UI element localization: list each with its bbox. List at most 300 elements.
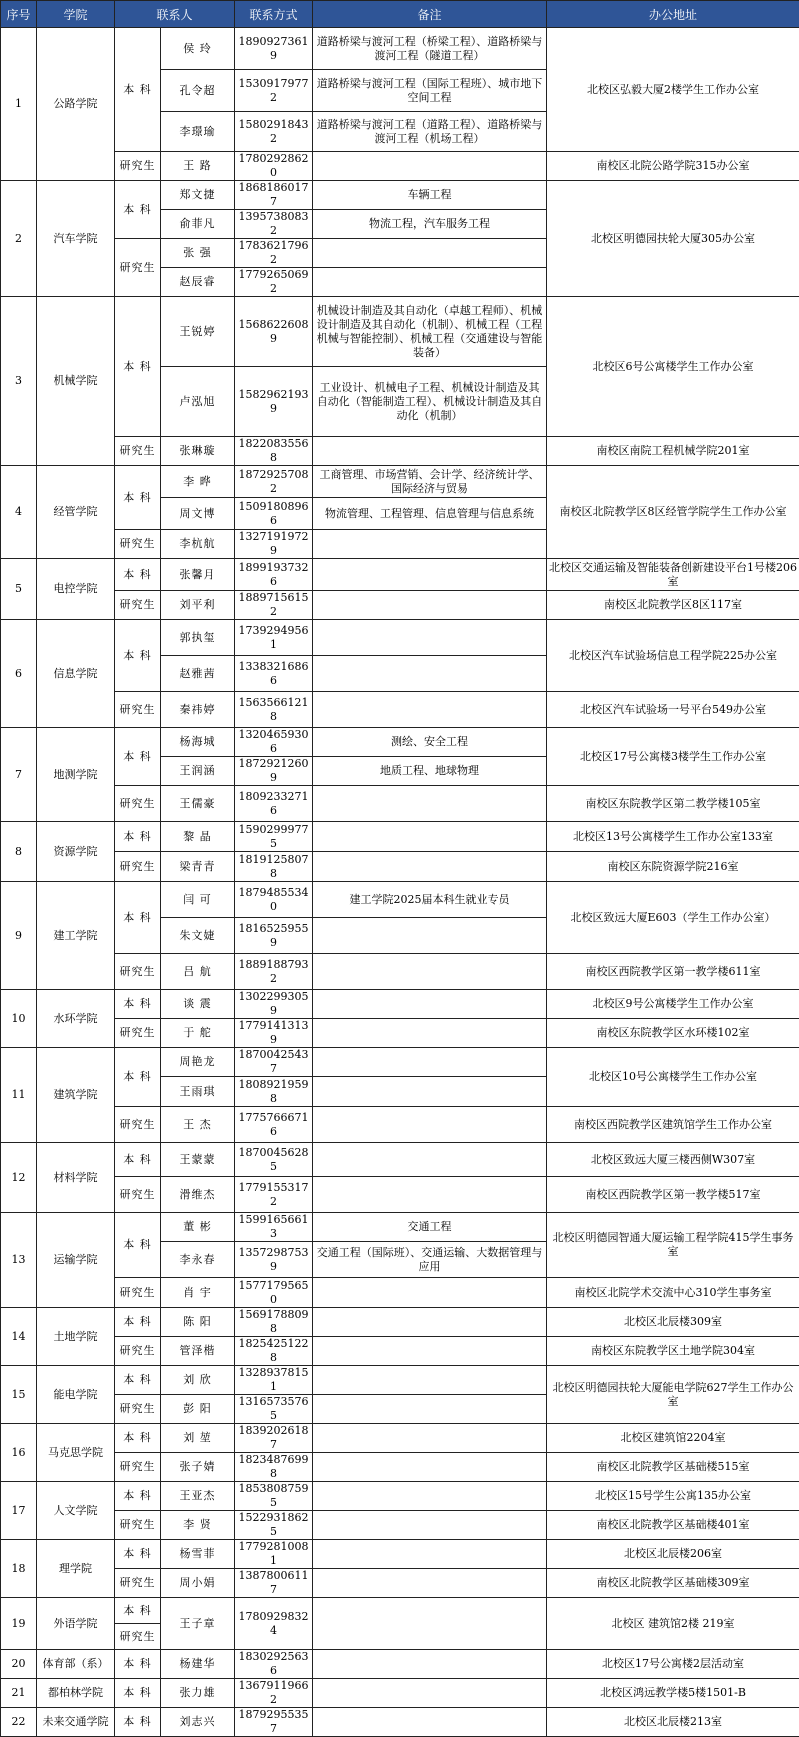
- row-index: 10: [1, 990, 37, 1048]
- table-row: [1, 1511, 799, 1540]
- contact-name: 郭执玺: [161, 620, 235, 656]
- contact-phone: 15309179772: [235, 70, 313, 112]
- office-address: 北校区北辰楼206室: [547, 1540, 799, 1569]
- college-name: 土地学院: [37, 1308, 115, 1366]
- student-type: 研究生: [115, 239, 161, 297]
- note: [313, 152, 547, 181]
- office-address: 南校区西院教学区第一教学楼517室: [547, 1177, 799, 1213]
- college-name: 信息学院: [37, 620, 115, 728]
- student-type: 研究生: [115, 954, 161, 990]
- table-row: [1, 28, 799, 70]
- note: [313, 530, 547, 559]
- contact-name: 陈 阳: [161, 1308, 235, 1337]
- office-address: 北校区9号公寓楼学生工作办公室: [547, 990, 799, 1019]
- contact-name: 刘志兴: [161, 1708, 235, 1737]
- note: [313, 822, 547, 852]
- table-header-row: [1, 1, 799, 28]
- note: [313, 437, 547, 466]
- table-row: [1, 1107, 799, 1143]
- contact-name: 董 彬: [161, 1213, 235, 1242]
- table-row: [1, 591, 799, 620]
- office-address: 北校区15号学生公寓135办公室: [547, 1482, 799, 1511]
- table-row: [1, 1177, 799, 1213]
- contact-phone: 15691788098: [235, 1308, 313, 1337]
- row-index: 1: [1, 28, 37, 181]
- college-name: 建工学院: [37, 882, 115, 990]
- table-row: [1, 1453, 799, 1482]
- student-type: 本 科: [115, 1708, 161, 1737]
- header-address: 办公地址: [547, 1, 799, 28]
- note: [313, 852, 547, 882]
- contact-name: 俞菲凡: [161, 210, 235, 239]
- row-index: 17: [1, 1482, 37, 1540]
- contact-phone: 18991937326: [235, 559, 313, 591]
- contact-name: 张子婧: [161, 1453, 235, 1482]
- contact-phone: 18700456285: [235, 1143, 313, 1177]
- contact-phone: 13165735765: [235, 1395, 313, 1424]
- table-row: [1, 882, 799, 918]
- student-type: 本 科: [115, 1308, 161, 1337]
- student-type: 本 科: [115, 882, 161, 954]
- college-name: 建筑学院: [37, 1048, 115, 1143]
- contact-name: 谈 震: [161, 990, 235, 1019]
- student-type: 研究生: [115, 152, 161, 181]
- office-address: 南校区北院教学区8区117室: [547, 591, 799, 620]
- note: [313, 1395, 547, 1424]
- note: 测绘、安全工程: [313, 728, 547, 757]
- office-address: 南校区北院公路学院315办公室: [547, 152, 799, 181]
- row-index: 16: [1, 1424, 37, 1482]
- student-type: 研究生: [115, 1511, 161, 1540]
- header-college: 学院: [37, 1, 115, 28]
- office-address: 北校区建筑馆2204室: [547, 1424, 799, 1453]
- office-address: 北校区17号公寓楼2层活动室: [547, 1650, 799, 1679]
- table-row: [1, 297, 799, 367]
- note: [313, 1453, 547, 1482]
- row-index: 11: [1, 1048, 37, 1143]
- office-address: 南校区北院教学区基础楼515室: [547, 1453, 799, 1482]
- row-index: 7: [1, 728, 37, 822]
- contact-name: 杨雪菲: [161, 1540, 235, 1569]
- contact-name: 朱文婕: [161, 918, 235, 954]
- student-type: 研究生: [115, 1177, 161, 1213]
- contact-phone: 13289378151: [235, 1366, 313, 1395]
- contact-phone: 18681860177: [235, 181, 313, 210]
- office-address: 北校区17号公寓楼3楼学生工作办公室: [547, 728, 799, 786]
- table-row: [1, 152, 799, 181]
- office-address: 北校区致远大厦E603（学生工作办公室）: [547, 882, 799, 954]
- office-address: 北校区明德园扶轮大厦305办公室: [547, 181, 799, 297]
- note: [313, 1598, 547, 1650]
- student-type: 研究生: [115, 437, 161, 466]
- contact-name: 王子章: [161, 1598, 235, 1650]
- student-type: 研究生: [115, 852, 161, 882]
- contact-phone: 17791413139: [235, 1019, 313, 1048]
- table-row: [1, 1278, 799, 1308]
- contact-name: 滑维杰: [161, 1177, 235, 1213]
- row-index: 5: [1, 559, 37, 620]
- student-type: 研究生: [115, 1395, 161, 1424]
- row-index: 20: [1, 1650, 37, 1679]
- note: [313, 786, 547, 822]
- student-type: 本 科: [115, 1366, 161, 1395]
- student-type: 研究生: [115, 1278, 161, 1308]
- note: [313, 656, 547, 692]
- note: [313, 692, 547, 728]
- student-type: 本 科: [115, 1679, 161, 1708]
- note: 道路桥梁与渡河工程（桥梁工程）、道路桥梁与渡河工程（隧道工程）: [313, 28, 547, 70]
- student-type: 研究生: [115, 530, 161, 559]
- contact-phone: 18891887932: [235, 954, 313, 990]
- table-row: [1, 1337, 799, 1366]
- row-index: 3: [1, 297, 37, 466]
- college-name: 经管学院: [37, 466, 115, 559]
- table-row: [1, 620, 799, 656]
- table-row: [1, 1482, 799, 1511]
- contact-phone: 13572987539: [235, 1242, 313, 1278]
- table-row: [1, 437, 799, 466]
- table-body: [1, 28, 799, 1737]
- row-index: 21: [1, 1679, 37, 1708]
- contact-phone: 18897156152: [235, 591, 313, 620]
- office-address: 北校区6号公寓楼学生工作办公室: [547, 297, 799, 437]
- college-name: 未来交通学院: [37, 1708, 115, 1737]
- office-address: 南校区东院教学区土地学院304室: [547, 1337, 799, 1366]
- row-index: 6: [1, 620, 37, 728]
- college-name: 材料学院: [37, 1143, 115, 1213]
- contact-phone: 18302925636: [235, 1650, 313, 1679]
- contact-name: 李璟瑜: [161, 112, 235, 152]
- note: 车辆工程: [313, 181, 547, 210]
- header-note: 备注: [313, 1, 547, 28]
- header-contact: 联系人: [115, 1, 235, 28]
- contact-name: 周文博: [161, 498, 235, 530]
- table-row: [1, 1540, 799, 1569]
- contact-name: 吕 航: [161, 954, 235, 990]
- contact-phone: 18792955357: [235, 1708, 313, 1737]
- contact-name: 赵辰睿: [161, 268, 235, 297]
- office-address: 北校区交通运输及智能装备创新建设平台1号楼206室: [547, 559, 799, 591]
- contact-phone: 18794855340: [235, 882, 313, 918]
- contact-phone: 15902999775: [235, 822, 313, 852]
- table-row: [1, 1708, 799, 1737]
- contact-name: 杨海城: [161, 728, 235, 757]
- contact-name: 肖 宇: [161, 1278, 235, 1308]
- student-type: 本 科: [115, 822, 161, 852]
- table-row: [1, 822, 799, 852]
- college-name: 运输学院: [37, 1213, 115, 1308]
- note: [313, 1424, 547, 1453]
- note: [313, 918, 547, 954]
- contact-phone: 18909273619: [235, 28, 313, 70]
- contact-name: 卢泓旭: [161, 367, 235, 437]
- table-row: [1, 1143, 799, 1177]
- contact-name: 黎 晶: [161, 822, 235, 852]
- row-index: 12: [1, 1143, 37, 1213]
- table-row: [1, 466, 799, 498]
- table-row: [1, 1048, 799, 1077]
- contact-phone: 13383216866: [235, 656, 313, 692]
- student-type: 本 科: [115, 1598, 161, 1624]
- note: 工业设计、机械电子工程、机械设计制造及其自动化（智能制造工程）、机械设计制造及其自动化（机制）: [313, 367, 547, 437]
- student-type: 本 科: [115, 990, 161, 1019]
- note: [313, 1679, 547, 1708]
- college-name: 水环学院: [37, 990, 115, 1048]
- contact-phone: 13679119662: [235, 1679, 313, 1708]
- contact-phone: 18700425437: [235, 1048, 313, 1077]
- contact-name: 张 强: [161, 239, 235, 268]
- contact-name: 秦祎婷: [161, 692, 235, 728]
- college-name: 马克思学院: [37, 1424, 115, 1482]
- table-row: [1, 692, 799, 728]
- contact-name: 李永春: [161, 1242, 235, 1278]
- note: 地质工程、地球物理: [313, 757, 547, 786]
- contact-phone: 18165259559: [235, 918, 313, 954]
- row-index: 4: [1, 466, 37, 559]
- contact-phone: 13957380832: [235, 210, 313, 239]
- note: [313, 1278, 547, 1308]
- contact-phone: 15771795650: [235, 1278, 313, 1308]
- note: [313, 990, 547, 1019]
- note: [313, 1048, 547, 1077]
- contact-name: 彭 阳: [161, 1395, 235, 1424]
- header-phone: 联系方式: [235, 1, 313, 28]
- contact-name: 周小娟: [161, 1569, 235, 1598]
- student-type: 研究生: [115, 786, 161, 822]
- student-type: 本 科: [115, 1482, 161, 1511]
- contact-name: 张琳璇: [161, 437, 235, 466]
- contact-name: 王蒙蒙: [161, 1143, 235, 1177]
- contact-name: 刘 堃: [161, 1424, 235, 1453]
- student-type: 本 科: [115, 1650, 161, 1679]
- contact-phone: 15802918432: [235, 112, 313, 152]
- note: [313, 1019, 547, 1048]
- office-address: 北校区致远大厦三楼西侧W307室: [547, 1143, 799, 1177]
- student-type: 研究生: [115, 692, 161, 728]
- note: [313, 559, 547, 591]
- student-type: 本 科: [115, 559, 161, 591]
- note: [313, 591, 547, 620]
- office-address: 北校区鸿远教学楼5楼1501-B: [547, 1679, 799, 1708]
- table-row: [1, 990, 799, 1019]
- office-address: 北校区汽车试验场信息工程学院225办公室: [547, 620, 799, 692]
- student-type: 研究生: [115, 1453, 161, 1482]
- office-address: 南校区南院工程机械学院201室: [547, 437, 799, 466]
- office-address: 北校区10号公寓楼学生工作办公室: [547, 1048, 799, 1107]
- office-address: 北校区 建筑馆2楼 219室: [547, 1598, 799, 1650]
- contact-name: 李 晔: [161, 466, 235, 498]
- contact-phone: 18729212609: [235, 757, 313, 786]
- note: [313, 1177, 547, 1213]
- note: 交通工程（国际班）、交通运输、大数据管理与应用: [313, 1242, 547, 1278]
- student-type: 研究生: [115, 1624, 161, 1650]
- student-type: 本 科: [115, 466, 161, 530]
- student-type: 本 科: [115, 1424, 161, 1453]
- office-address: 南校区西院教学区建筑馆学生工作办公室: [547, 1107, 799, 1143]
- office-address: 南校区北院学术交流中心310学生事务室: [547, 1278, 799, 1308]
- college-name: 汽车学院: [37, 181, 115, 297]
- note: [313, 1077, 547, 1107]
- contact-phone: 17809298324: [235, 1598, 313, 1650]
- contact-name: 孔令超: [161, 70, 235, 112]
- contact-name: 王润涵: [161, 757, 235, 786]
- note: [313, 1143, 547, 1177]
- header-index: 序号: [1, 1, 37, 28]
- contact-phone: 18191258078: [235, 852, 313, 882]
- note: 交通工程: [313, 1213, 547, 1242]
- note: 建工学院2025届本科生就业专员: [313, 882, 547, 918]
- note: 物流管理、工程管理、信息管理与信息系统: [313, 498, 547, 530]
- contact-phone: 17792810081: [235, 1540, 313, 1569]
- contact-name: 闫 可: [161, 882, 235, 918]
- contact-name: 周艳龙: [161, 1048, 235, 1077]
- contact-phone: 18254251228: [235, 1337, 313, 1366]
- office-address: 南校区东院教学区第二教学楼105室: [547, 786, 799, 822]
- row-index: 19: [1, 1598, 37, 1650]
- college-name: 能电学院: [37, 1366, 115, 1424]
- college-name: 资源学院: [37, 822, 115, 882]
- contact-phone: 17392949561: [235, 620, 313, 656]
- college-name: 外语学院: [37, 1598, 115, 1650]
- contact-name: 李 贤: [161, 1511, 235, 1540]
- contact-phone: 13878006117: [235, 1569, 313, 1598]
- contact-phone: 15229318625: [235, 1511, 313, 1540]
- student-type: 本 科: [115, 297, 161, 437]
- office-address: 南校区东院资源学院216室: [547, 852, 799, 882]
- row-index: 8: [1, 822, 37, 882]
- contact-name: 郑文捷: [161, 181, 235, 210]
- college-name: 地测学院: [37, 728, 115, 822]
- contact-phone: 15991656613: [235, 1213, 313, 1242]
- table-row: [1, 1598, 799, 1624]
- contact-phone: 15635661218: [235, 692, 313, 728]
- table-row: [1, 728, 799, 757]
- contact-phone: 18220835568: [235, 437, 313, 466]
- office-address: 北校区明德园智通大厦运输工程学院415学生事务室: [547, 1213, 799, 1278]
- row-index: 14: [1, 1308, 37, 1366]
- table-row: [1, 1308, 799, 1337]
- contact-name: 杨建华: [161, 1650, 235, 1679]
- note: 道路桥梁与渡河工程（国际工程班）、城市地下空间工程: [313, 70, 547, 112]
- student-type: 本 科: [115, 620, 161, 692]
- note: [313, 1708, 547, 1737]
- table-row: [1, 181, 799, 210]
- college-name: 理学院: [37, 1540, 115, 1598]
- contact-phone: 17757666716: [235, 1107, 313, 1143]
- contact-phone: 18089219598: [235, 1077, 313, 1107]
- contact-phone: 13204659306: [235, 728, 313, 757]
- college-name: 人文学院: [37, 1482, 115, 1540]
- contact-name: 王亚杰: [161, 1482, 235, 1511]
- contact-phone: 13022993059: [235, 990, 313, 1019]
- table-row: [1, 1650, 799, 1679]
- student-type: 本 科: [115, 28, 161, 152]
- table-row: [1, 559, 799, 591]
- contact-phone: 15686226089: [235, 297, 313, 367]
- student-type: 研究生: [115, 1107, 161, 1143]
- contact-name: 王儒豪: [161, 786, 235, 822]
- college-name: 机械学院: [37, 297, 115, 466]
- note: [313, 1107, 547, 1143]
- contact-name: 王 杰: [161, 1107, 235, 1143]
- contact-name: 管泽楷: [161, 1337, 235, 1366]
- note: [313, 1308, 547, 1337]
- contact-phone: 17836217962: [235, 239, 313, 268]
- contact-phone: 18538087595: [235, 1482, 313, 1511]
- student-type: 本 科: [115, 728, 161, 786]
- office-address: 南校区北院教学区基础楼401室: [547, 1511, 799, 1540]
- contact-name: 刘 欣: [161, 1366, 235, 1395]
- office-address: 南校区西院教学区第一教学楼611室: [547, 954, 799, 990]
- contact-name: 王 路: [161, 152, 235, 181]
- row-index: 18: [1, 1540, 37, 1598]
- student-type: 研究生: [115, 1019, 161, 1048]
- table-row: [1, 1213, 799, 1242]
- student-type: 研究生: [115, 1337, 161, 1366]
- note: [313, 268, 547, 297]
- student-type: 研究生: [115, 1569, 161, 1598]
- note: 物流工程，汽车服务工程: [313, 210, 547, 239]
- college-name: 都柏林学院: [37, 1679, 115, 1708]
- office-address: 北校区弘毅大厦2楼学生工作办公室: [547, 28, 799, 152]
- note: [313, 1540, 547, 1569]
- note: [313, 1511, 547, 1540]
- office-address: 北校区北辰楼309室: [547, 1308, 799, 1337]
- table-row: [1, 1366, 799, 1395]
- contact-phone: 17802928620: [235, 152, 313, 181]
- contact-name: 王雨琪: [161, 1077, 235, 1107]
- student-type: 本 科: [115, 1213, 161, 1278]
- contact-phone: 18234876998: [235, 1453, 313, 1482]
- contact-phone: 17792650692: [235, 268, 313, 297]
- row-index: 2: [1, 181, 37, 297]
- student-type: 本 科: [115, 1540, 161, 1569]
- note: 工商管理、市场营销、会计学、经济统计学、国际经济与贸易: [313, 466, 547, 498]
- table-row: [1, 852, 799, 882]
- student-type: 研究生: [115, 591, 161, 620]
- note: 机械设计制造及其自动化（卓越工程师）、机械设计制造及其自动化（机制）、机械工程（工程机械与智能控制）、机械工程（交通建设与智能装备）: [313, 297, 547, 367]
- office-address: 北校区汽车试验场一号平台549办公室: [547, 692, 799, 728]
- row-index: 9: [1, 882, 37, 990]
- contact-name: 李杭航: [161, 530, 235, 559]
- contact-phone: 18392026187: [235, 1424, 313, 1453]
- contact-name: 赵雅茜: [161, 656, 235, 692]
- row-index: 22: [1, 1708, 37, 1737]
- contact-phone: 13271919729: [235, 530, 313, 559]
- contact-phone: 18092332716: [235, 786, 313, 822]
- student-type: 本 科: [115, 181, 161, 239]
- student-type: 本 科: [115, 1048, 161, 1107]
- note: [313, 239, 547, 268]
- office-address: 南校区北院教学区基础楼309室: [547, 1569, 799, 1598]
- note: [313, 1650, 547, 1679]
- note: [313, 620, 547, 656]
- note: [313, 1366, 547, 1395]
- table-row: [1, 1569, 799, 1598]
- office-address: 南校区东院教学区水环楼102室: [547, 1019, 799, 1048]
- note: [313, 1569, 547, 1598]
- college-name: 电控学院: [37, 559, 115, 620]
- office-address: 北校区明德园扶轮大厦能电学院627学生工作办公室: [547, 1366, 799, 1424]
- note: [313, 954, 547, 990]
- table-row: [1, 1424, 799, 1453]
- note: [313, 1482, 547, 1511]
- office-address: 北校区北辰楼213室: [547, 1708, 799, 1737]
- office-address: 北校区13号公寓楼学生工作办公室133室: [547, 822, 799, 852]
- contact-name: 王锐婷: [161, 297, 235, 367]
- contact-name: 刘平利: [161, 591, 235, 620]
- contact-name: 于 舵: [161, 1019, 235, 1048]
